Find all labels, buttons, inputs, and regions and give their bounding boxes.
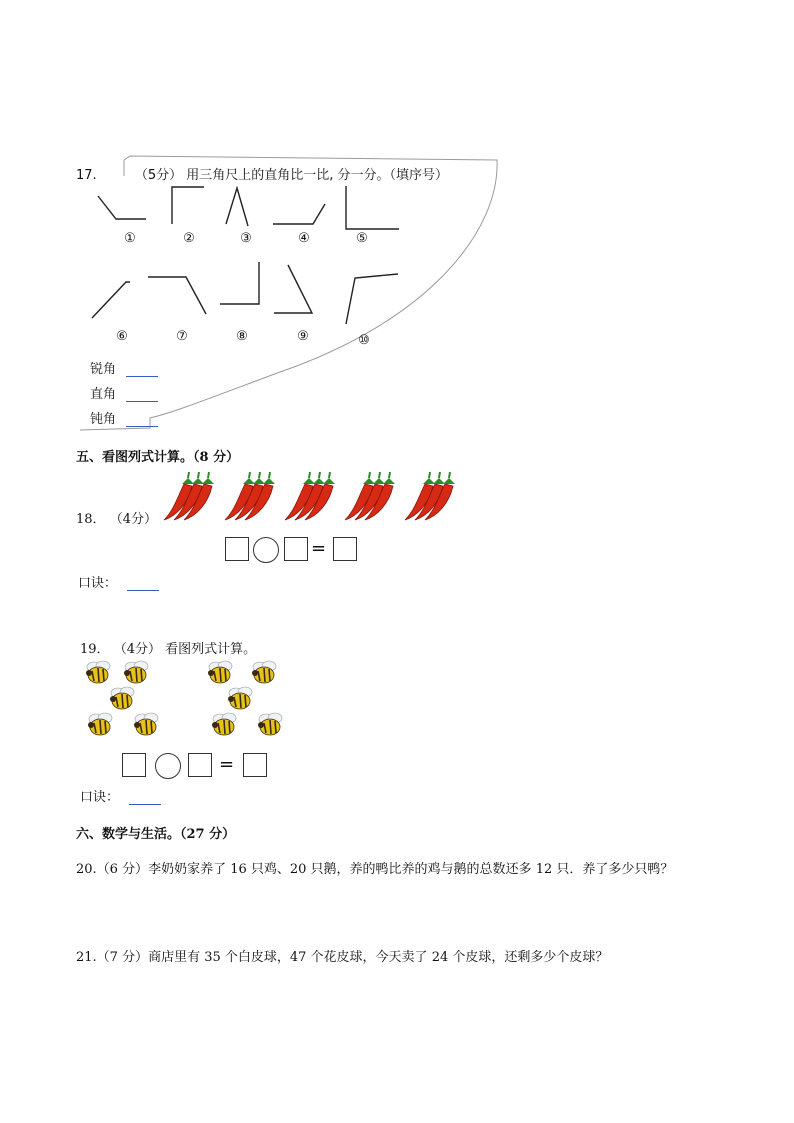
equation-operator-circle[interactable] — [253, 537, 279, 563]
angle-label-1: ① — [124, 231, 136, 246]
equation-result-box[interactable] — [243, 753, 267, 777]
question-21-text: 21.（7 分）商店里有 35 个白皮球，47 个花皮球，今天卖了 24 个皮球，还剩多少个皮球？ — [76, 950, 609, 965]
angle-1 — [98, 196, 146, 219]
angle-7 — [148, 277, 206, 314]
pepper-group-1 — [164, 472, 214, 520]
angle-2 — [172, 187, 204, 224]
question-20-text: 20.（6 分）李奶奶家养了 16 只鸡、20 只鹅，养的鸭比养的鸡与鹅的总数还多 12 只．养了多少只鸭？ — [76, 862, 674, 877]
acute-angle-row — [90, 358, 158, 377]
angle-label-5: ⑤ — [356, 231, 368, 246]
angle-4 — [273, 204, 325, 224]
equals-sign: = — [311, 538, 327, 559]
obtuse-angle-label: 钝角 — [90, 412, 117, 427]
angle-label-3: ③ — [240, 231, 252, 246]
equals-sign: = — [219, 754, 235, 775]
section-5-title: 五、看图列式计算。（8 分） — [76, 450, 240, 465]
angle-8 — [220, 262, 259, 304]
right-angle-row — [90, 383, 158, 402]
angle-label-6: ⑥ — [116, 329, 128, 344]
question-number: 19． — [80, 642, 110, 657]
equation-box-2[interactable] — [188, 753, 212, 777]
angle-label-9: ⑨ — [297, 329, 309, 344]
q19-kou-row — [80, 786, 161, 805]
equation-box-1[interactable] — [122, 753, 146, 777]
obtuse-angle-row — [90, 408, 158, 427]
pepper-group-4 — [345, 472, 395, 520]
equation-box-1[interactable] — [225, 537, 249, 561]
pepper-group-3 — [285, 472, 335, 520]
pepper-groups-image — [160, 470, 470, 525]
question-points: （4分） — [113, 642, 161, 657]
kou-answer-blank[interactable] — [127, 578, 159, 591]
kou-label: 口诀： — [78, 576, 118, 591]
question-prompt: 看图列式计算。 — [165, 642, 257, 657]
question-points: （4分） — [109, 512, 157, 527]
angle-label-4: ④ — [298, 231, 310, 246]
angle-label-8: ⑧ — [236, 329, 248, 344]
obtuse-angle-answer-blank[interactable] — [126, 414, 158, 427]
acute-angle-label: 锐角 — [90, 362, 117, 377]
angle-9 — [274, 265, 312, 313]
angle-10 — [346, 274, 398, 324]
angle-label-10: ⑩ — [358, 333, 370, 348]
angle-6 — [92, 282, 130, 318]
equation-operator-circle[interactable] — [155, 753, 181, 779]
acute-angle-answer-blank[interactable] — [126, 364, 158, 377]
question-prompt: 用三角尺上的直角比一比, 分一分。（填序号） — [186, 168, 449, 183]
bee-group-1 — [86, 661, 158, 735]
question-18-header — [76, 508, 157, 527]
right-angle-label: 直角 — [90, 387, 117, 402]
kou-answer-blank[interactable] — [129, 792, 161, 805]
question-points: （5分） — [134, 168, 183, 183]
question-number: 17. — [76, 168, 97, 183]
bee-group-2 — [208, 661, 282, 735]
kou-label: 口诀： — [80, 790, 120, 805]
right-angle-answer-blank[interactable] — [126, 389, 158, 402]
equation-box-2[interactable] — [284, 537, 308, 561]
q18-kou-row — [78, 572, 159, 591]
angle-label-7: ⑦ — [176, 329, 188, 344]
equation-result-box[interactable] — [333, 537, 357, 561]
section-6-title: 六、数学与生活。（27 分） — [76, 827, 236, 842]
pepper-group-5 — [405, 472, 455, 520]
bee-groups-image — [80, 655, 300, 745]
angle-3 — [226, 188, 248, 226]
angle-label-2: ② — [183, 231, 195, 246]
angle-5 — [346, 186, 399, 229]
pepper-group-2 — [225, 472, 275, 520]
question-number: 18． — [76, 512, 106, 527]
